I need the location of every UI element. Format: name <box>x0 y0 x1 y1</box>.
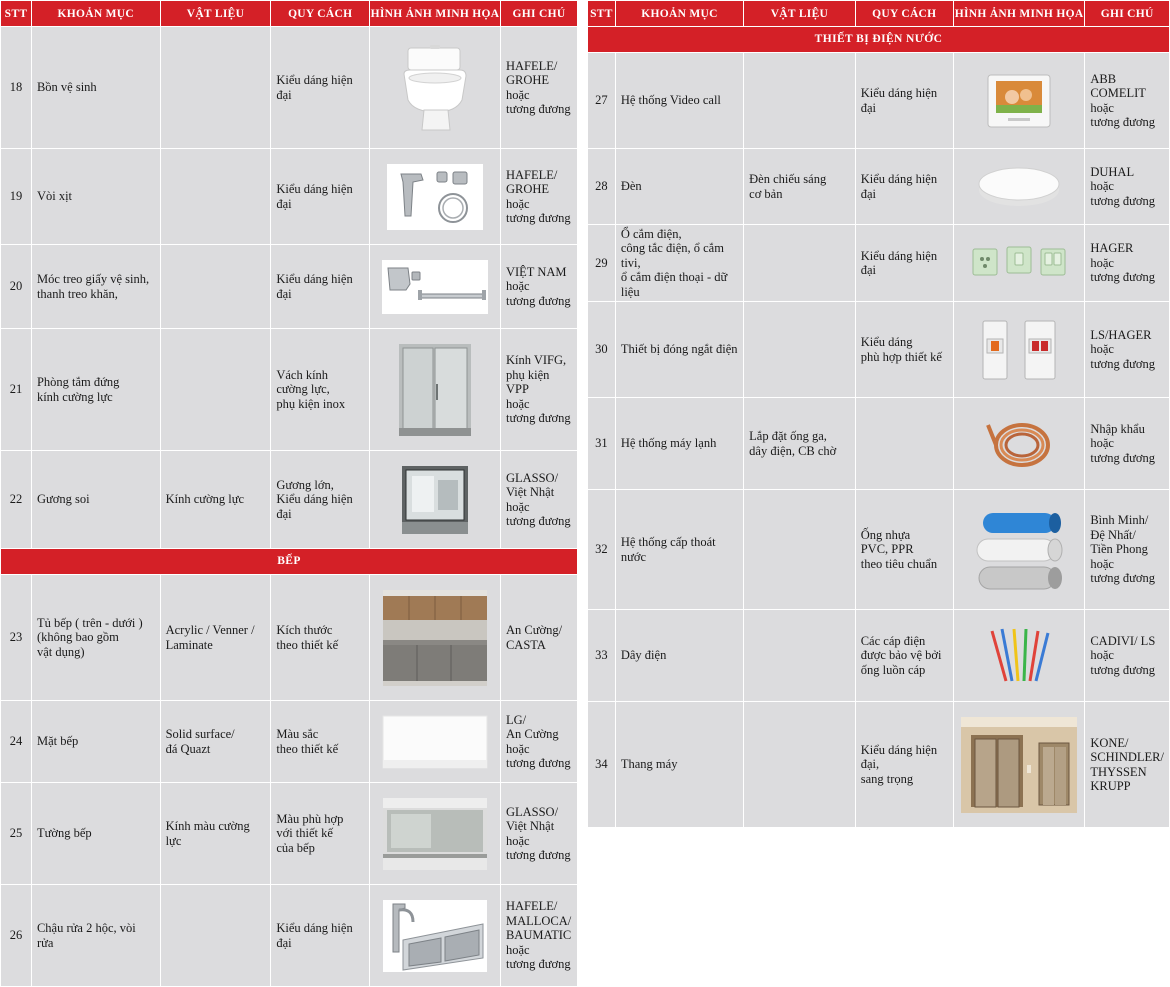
row-spec: Gương lớn, Kiểu dáng hiện đại <box>271 451 370 549</box>
row-note: GLASSO/ Việt Nhật hoặc tương đương <box>500 451 577 549</box>
row-material <box>160 27 271 149</box>
row-note: An Cường/ CASTA <box>500 575 577 701</box>
row-item: Hệ thống máy lạnh <box>615 398 743 490</box>
mirror-image <box>370 451 501 549</box>
table-header-row <box>1 1 578 27</box>
row-item: Hệ thống cấp thoát nước <box>615 490 743 610</box>
row-stt: 23 <box>1 575 32 701</box>
row-item: Dây điện <box>615 610 743 702</box>
row-note: GLASSO/ Việt Nhật hoặc tương đương <box>500 783 577 885</box>
row-note: DUHAL hoặc tương đương <box>1085 149 1170 225</box>
row-stt: 34 <box>588 702 616 828</box>
right-spec-panel <box>587 0 1170 828</box>
row-item: Mặt bếp <box>31 701 160 783</box>
pvc-pipe-image <box>953 490 1085 610</box>
row-stt: 20 <box>1 245 32 329</box>
row-note: HAFELE/ GROHE hoặc tương đương <box>500 149 577 245</box>
circuit-breaker-image <box>953 302 1085 398</box>
row-spec: Vách kính cường lực, phụ kiện inox <box>271 329 370 451</box>
row-stt: 27 <box>588 53 616 149</box>
row-material <box>744 702 856 828</box>
switch-socket-image <box>953 225 1085 302</box>
row-note: Kính VIFG, phụ kiện VPP hoặc tương đương <box>500 329 577 451</box>
bathroom-kitchen-table <box>0 0 578 987</box>
row-note: KONE/ SCHINDLER/ THYSSEN KRUPP <box>1085 702 1170 828</box>
row-material <box>744 490 856 610</box>
row-material <box>160 149 271 245</box>
row-stt: 26 <box>1 885 32 987</box>
row-item: Gương soi <box>31 451 160 549</box>
table-row <box>588 225 1170 302</box>
table-row <box>1 451 578 549</box>
row-stt: 29 <box>588 225 616 302</box>
table-row <box>1 885 578 987</box>
row-stt: 19 <box>1 149 32 245</box>
row-spec: Màu sắc theo thiết kế <box>271 701 370 783</box>
row-spec: Màu phù hợp với thiết kế của bếp <box>271 783 370 885</box>
table-row <box>588 302 1170 398</box>
row-spec: Ống nhựa PVC, PPR theo tiêu chuẩn <box>855 490 953 610</box>
row-material <box>744 610 856 702</box>
row-stt: 25 <box>1 783 32 885</box>
row-note: HAFELE/ MALLOCA/ BAUMATIC hoặc tương đương <box>500 885 577 987</box>
table-row <box>1 27 578 149</box>
row-spec: Các cáp điện được bảo vệ bởi ống luồn cáp <box>855 610 953 702</box>
section-title: BẾP <box>1 549 578 575</box>
left-spec-panel <box>0 0 578 987</box>
row-note: CADIVI/ LS hoặc tương đương <box>1085 610 1170 702</box>
row-stt: 24 <box>1 701 32 783</box>
row-item: Thiết bị đóng ngắt điện <box>615 302 743 398</box>
row-stt: 21 <box>1 329 32 451</box>
row-item: Vòi xịt <box>31 149 160 245</box>
row-note: VIỆT NAM hoặc tương đương <box>500 245 577 329</box>
row-material <box>744 225 856 302</box>
row-material <box>160 885 271 987</box>
countertop-image <box>370 701 501 783</box>
row-spec <box>855 398 953 490</box>
table-row <box>1 149 578 245</box>
header-image: HÌNH ẢNH MINH HỌA <box>953 1 1085 27</box>
row-item: Móc treo giấy vệ sinh, thanh treo khăn, <box>31 245 160 329</box>
row-spec: Kiểu dáng hiện đại <box>855 149 953 225</box>
row-item: Tủ bếp ( trên - dưới ) (không bao gồm vật dụng) <box>31 575 160 701</box>
header-stt: STT <box>588 1 616 27</box>
header-note: GHI CHÚ <box>1085 1 1170 27</box>
header-item: KHOẢN MỤC <box>31 1 160 27</box>
table-row <box>1 575 578 701</box>
row-note: Nhập khẩu hoặc tương đương <box>1085 398 1170 490</box>
ceiling-light-image <box>953 149 1085 225</box>
row-material <box>160 329 271 451</box>
row-spec: Kiểu dáng hiện đại <box>271 149 370 245</box>
row-item: Chậu rửa 2 hộc, vòi rửa <box>31 885 160 987</box>
row-spec: Kích thước theo thiết kế <box>271 575 370 701</box>
electrical-plumbing-table <box>587 0 1170 828</box>
row-spec: Kiểu dáng hiện đại <box>271 245 370 329</box>
header-stt: STT <box>1 1 32 27</box>
sink-image <box>370 885 501 987</box>
table-row <box>588 490 1170 610</box>
header-material: VẬT LIỆU <box>744 1 856 27</box>
row-note: LG/ An Cường hoặc tương đương <box>500 701 577 783</box>
elevator-image <box>953 702 1085 828</box>
table-row <box>588 53 1170 149</box>
row-stt: 18 <box>1 27 32 149</box>
table-row <box>588 149 1170 225</box>
row-spec: Kiểu dáng hiện đại <box>271 27 370 149</box>
table-row <box>588 610 1170 702</box>
row-item: Ổ cắm điện, công tắc điện, ổ cắm tivi, ổ cắm điện thoại - dữ liệu <box>615 225 743 302</box>
kitchen-cabinet-image <box>370 575 501 701</box>
table-row <box>588 398 1170 490</box>
row-item: Thang máy <box>615 702 743 828</box>
table-row <box>1 245 578 329</box>
row-material <box>744 302 856 398</box>
row-note: Bình Minh/ Đệ Nhất/ Tiền Phong hoặc tương đương <box>1085 490 1170 610</box>
row-material: Acrylic / Venner / Laminate <box>160 575 271 701</box>
row-material: Đèn chiếu sáng cơ bản <box>744 149 856 225</box>
row-spec: Kiểu dáng hiện đại, sang trọng <box>855 702 953 828</box>
table-row <box>1 783 578 885</box>
row-item: Bồn vệ sinh <box>31 27 160 149</box>
video-intercom-image <box>953 53 1085 149</box>
row-item: Phòng tắm đứng kính cường lực <box>31 329 160 451</box>
row-material: Kính cường lực <box>160 451 271 549</box>
header-spec: QUY CÁCH <box>855 1 953 27</box>
electric-wire-image <box>953 610 1085 702</box>
table-row <box>1 329 578 451</box>
row-note: LS/HAGER hoặc tương đương <box>1085 302 1170 398</box>
row-material: Kính màu cường lực <box>160 783 271 885</box>
row-note: HAFELE/ GROHE hoặc tương đương <box>500 27 577 149</box>
row-stt: 28 <box>588 149 616 225</box>
row-stt: 33 <box>588 610 616 702</box>
towel-bar-image <box>370 245 501 329</box>
header-material: VẬT LIỆU <box>160 1 271 27</box>
backsplash-image <box>370 783 501 885</box>
row-stt: 31 <box>588 398 616 490</box>
bidet-spray-image <box>370 149 501 245</box>
header-item: KHOẢN MỤC <box>615 1 743 27</box>
row-spec: Kiểu dáng phù hợp thiết kế <box>855 302 953 398</box>
row-stt: 32 <box>588 490 616 610</box>
section-electrical-plumbing <box>588 27 1170 53</box>
table-row <box>588 702 1170 828</box>
row-material <box>744 53 856 149</box>
row-note: HAGER hoặc tương đương <box>1085 225 1170 302</box>
row-stt: 30 <box>588 302 616 398</box>
header-image: HÌNH ẢNH MINH HỌA <box>370 1 501 27</box>
copper-pipe-image <box>953 398 1085 490</box>
table-header-row <box>588 1 1170 27</box>
row-item: Hệ thống Video call <box>615 53 743 149</box>
row-spec: Kiểu dáng hiện đại <box>271 885 370 987</box>
header-note: GHI CHÚ <box>500 1 577 27</box>
row-spec: Kiểu dáng hiện đại <box>855 53 953 149</box>
toilet-image <box>370 27 501 149</box>
shower-glass-image <box>370 329 501 451</box>
row-note: ABB COMELIT hoặc tương đương <box>1085 53 1170 149</box>
row-material: Lắp đặt ống ga, dây điện, CB chờ <box>744 398 856 490</box>
table-row <box>1 701 578 783</box>
row-item: Đèn <box>615 149 743 225</box>
section-kitchen <box>1 549 578 575</box>
row-item: Tường bếp <box>31 783 160 885</box>
row-material <box>160 245 271 329</box>
section-title: THIẾT BỊ ĐIỆN NƯỚC <box>588 27 1170 53</box>
header-spec: QUY CÁCH <box>271 1 370 27</box>
row-material: Solid surface/ đá Quazt <box>160 701 271 783</box>
row-stt: 22 <box>1 451 32 549</box>
row-spec: Kiểu dáng hiện đại <box>855 225 953 302</box>
